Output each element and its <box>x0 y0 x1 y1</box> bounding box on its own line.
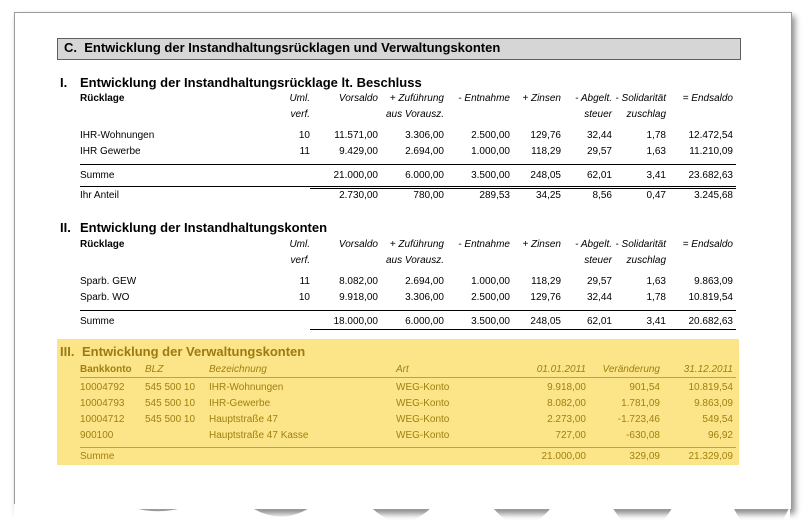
col-header-endsaldo: = Endsaldo <box>682 239 733 250</box>
col-header-aus-vorausz: aus Vorausz. <box>386 109 444 120</box>
section-3-summe-line <box>80 447 736 448</box>
col-header-abgelt: - Abgelt. <box>575 93 612 104</box>
cell-abgelt: 29,57 <box>586 146 612 157</box>
cell-veraenderung: 1.781,09 <box>621 398 660 409</box>
summe-zufuehrung: 6.000,00 <box>405 170 444 181</box>
cell-art: WEG-Konto <box>396 430 450 441</box>
cell-vorsaldo: 9.918,00 <box>339 292 378 303</box>
summe-endsaldo: 20.682,63 <box>688 316 733 327</box>
col-header-vorsaldo: Vorsaldo <box>338 93 378 104</box>
col-header-solidaritaet: - Solidarität <box>615 239 666 250</box>
cell-blz: 545 500 10 <box>145 382 196 393</box>
row-separator <box>80 164 736 165</box>
cell-bezeichnung: Hauptstraße 47 Kasse <box>209 430 309 441</box>
section-c-header <box>57 38 741 60</box>
cell-veraenderung: 901,54 <box>629 382 660 393</box>
cell-art: WEG-Konto <box>396 382 450 393</box>
anteil-zinsen: 34,25 <box>535 190 561 201</box>
section-3-summe-label: Summe <box>80 451 115 462</box>
cell-endsaldo: 9.863,09 <box>694 276 733 287</box>
summe-underline <box>80 186 736 187</box>
col-header-blz: BLZ <box>145 364 164 375</box>
cell-zinsen: 129,76 <box>530 292 561 303</box>
cell-end: 549,54 <box>702 414 733 425</box>
cell-entnahme: 2.500,00 <box>471 130 510 141</box>
section-3-summe-veraenderung: 329,09 <box>629 451 660 462</box>
cell-zufuehrung: 3.306,00 <box>405 292 444 303</box>
anteil-label: Ihr Anteil <box>80 190 119 201</box>
cell-end: 9.863,09 <box>694 398 733 409</box>
cell-art: WEG-Konto <box>396 414 450 425</box>
col-header-uml: Uml. <box>289 239 310 250</box>
cell-entnahme: 1.000,00 <box>471 276 510 287</box>
anteil-endsaldo: 3.245,68 <box>694 190 733 201</box>
cell-bezeichnung: IHR-Gewerbe <box>209 398 271 409</box>
cell-veraenderung: -630,08 <box>626 430 660 441</box>
summe-abgelt: 62,01 <box>586 316 612 327</box>
section-3-summe-end: 21.329,09 <box>688 451 733 462</box>
section-3-header-line <box>80 377 736 378</box>
col-header-solidaritaet: - Solidarität <box>615 93 666 104</box>
cell-vorsaldo: 8.082,00 <box>339 276 378 287</box>
section-3-label: III. <box>60 344 75 359</box>
cell-zufuehrung: 2.694,00 <box>405 276 444 287</box>
col-header-endsaldo: = Endsaldo <box>682 93 733 104</box>
summe-endsaldo: 23.682,63 <box>688 170 733 181</box>
cell-zufuehrung: 2.694,00 <box>405 146 444 157</box>
col-header-verf: verf. <box>290 109 310 120</box>
col-header-entnahme: - Entnahme <box>458 239 510 250</box>
cell-vorsaldo: 11.571,00 <box>334 130 378 141</box>
col-header-bankkonto: Bankkonto <box>80 364 132 375</box>
row-separator <box>80 310 736 311</box>
col-header-art: Art <box>396 364 409 375</box>
cell-start: 8.082,00 <box>547 398 586 409</box>
col-header-uml: Uml. <box>289 93 310 104</box>
col-header-start-date: 01.01.2011 <box>536 364 586 375</box>
summe-underline <box>310 329 736 330</box>
col-header-bezeichnung: Bezeichnung <box>209 364 267 375</box>
table-row-label: Sparb. GEW <box>80 276 137 287</box>
col-header-zufuehrung: + Zuführung <box>389 239 444 250</box>
cell-start: 9.918,00 <box>547 382 586 393</box>
cell-veraenderung: -1.723,46 <box>617 414 660 425</box>
cell-entnahme: 2.500,00 <box>471 292 510 303</box>
col-header-zinsen: + Zinsen <box>522 239 561 250</box>
table-row-label: IHR-Wohnungen <box>80 130 155 141</box>
cell-art: WEG-Konto <box>396 398 450 409</box>
anteil-soli: 0,47 <box>646 190 666 201</box>
section-2-title: Entwicklung der Instandhaltungskonten <box>80 220 328 235</box>
cell-blz: 545 500 10 <box>145 398 196 409</box>
cell-entnahme: 1.000,00 <box>471 146 510 157</box>
section-2-label: II. <box>60 220 71 235</box>
cell-bezeichnung: Hauptstraße 47 <box>209 414 278 425</box>
summe-vorsaldo: 18.000,00 <box>333 316 378 327</box>
summe-label: Summe <box>80 170 115 181</box>
cell-bankkonto: 900100 <box>80 430 114 441</box>
col-header-steuer: steuer <box>584 255 612 266</box>
col-header-end-date: 31.12.2011 <box>683 364 733 375</box>
cell-zinsen: 118,29 <box>531 276 561 287</box>
col-header-zufuehrung: + Zuführung <box>389 93 444 104</box>
cell-bankkonto: 10004793 <box>80 398 125 409</box>
cell-abgelt: 32,44 <box>586 292 612 303</box>
cell-end: 96,92 <box>707 430 733 441</box>
col-header-steuer: steuer <box>584 109 612 120</box>
section-1-title: Entwicklung der Instandhaltungsrücklage lt. Beschluss <box>80 75 422 90</box>
anteil-vorsaldo: 2.730,00 <box>339 190 378 201</box>
table-row-label: IHR Gewerbe <box>80 146 141 157</box>
col-header-zinsen: + Zinsen <box>522 93 561 104</box>
cell-end: 10.819,54 <box>688 382 733 393</box>
summe-double-underline <box>310 188 736 189</box>
summe-vorsaldo: 21.000,00 <box>333 170 378 181</box>
col-header-vorsaldo: Vorsaldo <box>338 239 378 250</box>
summe-zufuehrung: 6.000,00 <box>405 316 444 327</box>
cell-uml: 11 <box>299 146 310 157</box>
section-3-summe-start: 21.000,00 <box>541 451 586 462</box>
cell-soli: 1,63 <box>646 276 666 287</box>
cell-endsaldo: 12.472,54 <box>688 130 733 141</box>
section-1-label: I. <box>60 75 68 90</box>
cell-blz: 545 500 10 <box>145 414 196 425</box>
cell-uml: 10 <box>298 130 310 141</box>
cell-zinsen: 118,29 <box>531 146 561 157</box>
summe-entnahme: 3.500,00 <box>471 316 510 327</box>
cell-zinsen: 129,76 <box>530 130 561 141</box>
col-header-abgelt: - Abgelt. <box>575 239 612 250</box>
section-c-label: C. <box>64 40 77 55</box>
cell-uml: 11 <box>299 276 310 287</box>
col-header-ruecklage: Rücklage <box>80 239 125 250</box>
anteil-entnahme: 289,53 <box>479 190 510 201</box>
col-header-veraenderung: Veränderung <box>602 364 660 375</box>
cell-start: 2.273,00 <box>547 414 586 425</box>
cell-zufuehrung: 3.306,00 <box>405 130 444 141</box>
cell-vorsaldo: 9.429,00 <box>339 146 378 157</box>
paper-torn-bottom-edge <box>14 500 790 520</box>
table-row-label: Sparb. WO <box>80 292 130 303</box>
section-3-title: Entwicklung der Verwaltungskonten <box>82 344 306 359</box>
summe-entnahme: 3.500,00 <box>471 170 510 181</box>
anteil-zufuehrung: 780,00 <box>413 190 444 201</box>
cell-endsaldo: 10.819,54 <box>688 292 733 303</box>
summe-label: Summe <box>80 316 115 327</box>
cell-uml: 10 <box>298 292 310 303</box>
col-header-aus-vorausz: aus Vorausz. <box>386 255 444 266</box>
cell-bankkonto: 10004792 <box>80 382 125 393</box>
summe-zinsen: 248,05 <box>530 170 561 181</box>
col-header-verf: verf. <box>290 255 310 266</box>
cell-soli: 1,78 <box>646 292 666 303</box>
cell-start: 727,00 <box>555 430 586 441</box>
col-header-zuschlag: zuschlag <box>626 109 666 120</box>
cell-soli: 1,63 <box>646 146 666 157</box>
col-header-zuschlag: zuschlag <box>626 255 666 266</box>
section-c-title: Entwicklung der Instandhaltungsrücklagen und Verwaltungskonten <box>84 40 501 55</box>
summe-soli: 3,41 <box>646 316 666 327</box>
anteil-abgelt: 8,56 <box>592 190 612 201</box>
cell-abgelt: 32,44 <box>586 130 612 141</box>
summe-abgelt: 62,01 <box>586 170 612 181</box>
summe-soli: 3,41 <box>646 170 666 181</box>
col-header-ruecklage: Rücklage <box>80 93 125 104</box>
cell-abgelt: 29,57 <box>586 276 612 287</box>
cell-bezeichnung: IHR-Wohnungen <box>209 382 284 393</box>
summe-zinsen: 248,05 <box>530 316 561 327</box>
cell-bankkonto: 10004712 <box>80 414 125 425</box>
col-header-entnahme: - Entnahme <box>458 93 510 104</box>
cell-endsaldo: 11.210,09 <box>689 146 733 157</box>
cell-soli: 1,78 <box>646 130 666 141</box>
